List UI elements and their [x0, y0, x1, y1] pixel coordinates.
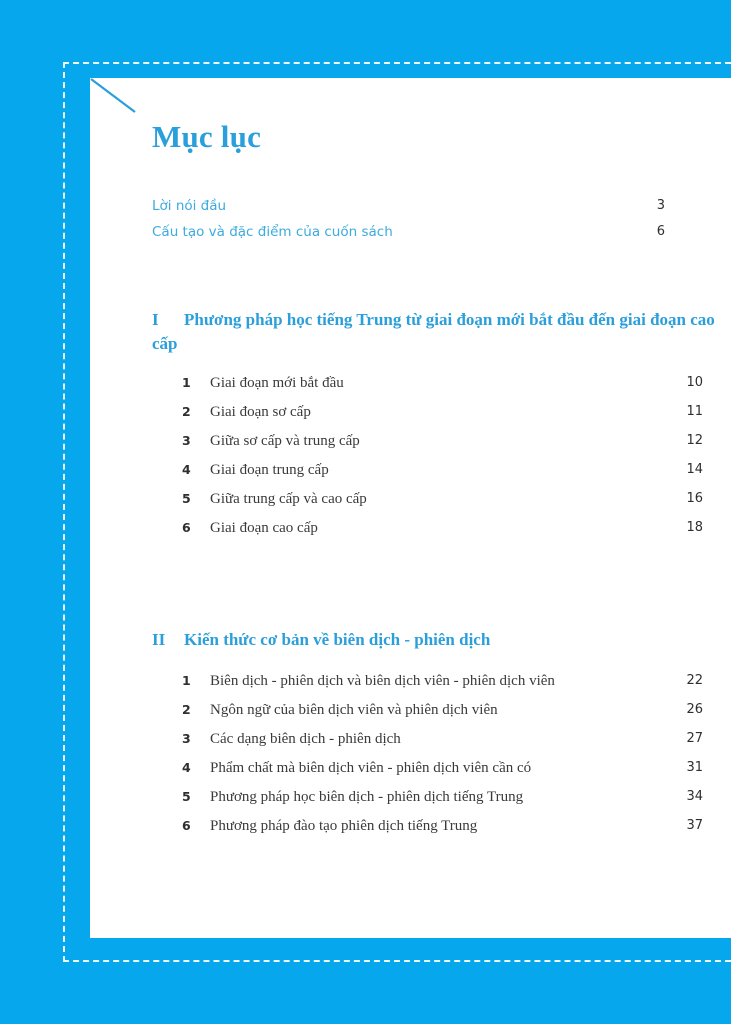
toc-item-number: 5 — [182, 789, 191, 804]
toc-item-label: Giai đoạn cao cấp — [210, 520, 318, 536]
toc-item-number: 4 — [182, 760, 191, 775]
toc-item-label: Ngôn ngữ của biên dịch viên và phiên dịch viên — [210, 702, 498, 718]
toc-item-number: 2 — [182, 702, 191, 717]
toc-item-page-number: 12 — [686, 433, 703, 448]
toc-part — [152, 628, 731, 845]
toc-item-page-number: 10 — [686, 375, 703, 390]
toc-item-page-number: 31 — [686, 760, 703, 775]
toc-item-row[interactable] — [152, 489, 703, 518]
toc-content — [152, 78, 731, 938]
toc-item-number: 3 — [182, 731, 191, 746]
toc-item-page-number: 11 — [686, 404, 703, 419]
toc-item-page-number: 22 — [686, 673, 703, 688]
toc-item-page-number: 14 — [686, 462, 703, 477]
toc-item-row[interactable] — [152, 518, 703, 547]
toc-item-label: Giai đoạn mới bắt đầu — [210, 375, 344, 391]
toc-item-page-number: 16 — [686, 491, 703, 506]
front-matter-entry[interactable] — [152, 198, 665, 218]
toc-item-label: Phương pháp học biên dịch - phiên dịch tiếng Trung — [210, 789, 524, 805]
toc-item-label: Phẩm chất mà biên dịch viên - phiên dịch viên cần có — [210, 760, 532, 776]
front-matter-label: Cấu tạo và đặc điểm của cuốn sách — [152, 224, 393, 240]
toc-item-page-number: 37 — [686, 818, 703, 833]
part-numeral: II — [152, 630, 166, 649]
toc-item-row[interactable] — [152, 402, 703, 431]
toc-part — [152, 308, 731, 547]
part-title: Phương pháp học tiếng Trung từ giai đoạn mới bắt đầu đến giai đoạn cao cấp — [152, 310, 715, 353]
toc-item-label: Giữa trung cấp và cao cấp — [210, 491, 367, 507]
toc-item-row[interactable] — [152, 431, 703, 460]
toc-item-label: Biên dịch - phiên dịch và biên dịch viên - phiên dịch viên — [210, 673, 555, 689]
front-matter-page-number: 3 — [656, 198, 665, 213]
toc-item-label: Phương pháp đào tạo phiên dịch tiếng Trung — [210, 818, 478, 834]
part-title: Kiến thức cơ bản về biên dịch - phiên dịch — [184, 630, 491, 649]
toc-item-number: 6 — [182, 818, 191, 833]
toc-item-label: Giai đoạn sơ cấp — [210, 404, 311, 420]
toc-item-number: 5 — [182, 491, 191, 506]
toc-item-page-number: 27 — [686, 731, 703, 746]
toc-item-page-number: 34 — [686, 789, 703, 804]
part-numeral: I — [152, 310, 159, 329]
toc-item-label: Giai đoạn trung cấp — [210, 462, 329, 478]
toc-item-row[interactable] — [152, 700, 703, 729]
front-matter-entry[interactable] — [152, 224, 665, 244]
toc-item-page-number: 18 — [686, 520, 703, 535]
corner-diagonal-rule-icon — [90, 78, 150, 124]
toc-item-number: 2 — [182, 404, 191, 419]
toc-item-row[interactable] — [152, 758, 703, 787]
toc-item-row[interactable] — [152, 787, 703, 816]
toc-item-number: 1 — [182, 375, 191, 390]
front-matter-label: Lời nói đầu — [152, 198, 227, 214]
toc-item-row[interactable] — [152, 460, 703, 489]
toc-item-page-number: 26 — [686, 702, 703, 717]
part-item-list — [152, 671, 731, 845]
toc-item-label: Giữa sơ cấp và trung cấp — [210, 433, 360, 449]
part-heading[interactable] — [152, 308, 731, 356]
part-item-list — [152, 373, 731, 547]
front-matter-page-number: 6 — [656, 224, 665, 239]
part-heading[interactable] — [152, 628, 731, 654]
page-content-panel — [90, 78, 731, 938]
toc-item-label: Các dạng biên dịch - phiên dịch — [210, 731, 401, 747]
toc-item-number: 3 — [182, 433, 191, 448]
toc-item-row[interactable] — [152, 373, 703, 402]
toc-item-number: 6 — [182, 520, 191, 535]
toc-item-number: 1 — [182, 673, 191, 688]
page-title: Mục lục — [152, 119, 262, 154]
toc-item-number: 4 — [182, 462, 191, 477]
toc-item-row[interactable] — [152, 816, 703, 845]
toc-item-row[interactable] — [152, 729, 703, 758]
toc-item-row[interactable] — [152, 671, 703, 700]
